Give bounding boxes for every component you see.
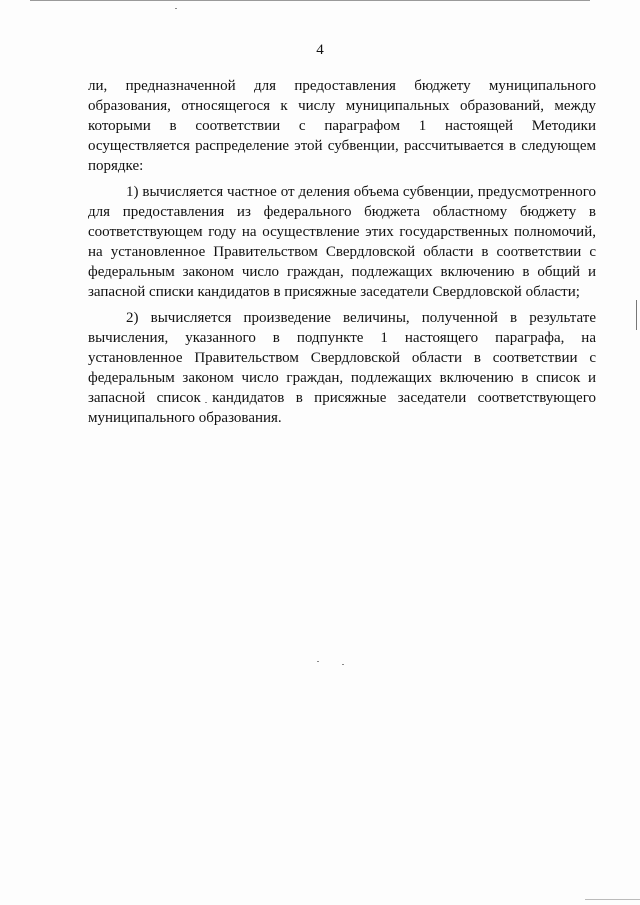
page-number: 4 bbox=[316, 42, 324, 58]
paragraph-continuation: ли, предназначенной для предоставления бюджету муниципального образования, относящегося к числу муниципальных образований, между которыми в соответствии с параграфом 1 настоящей Методики осуществляется распределение этой субвенции, рассчитывается в следующем порядке: bbox=[88, 78, 596, 174]
body-text bbox=[88, 76, 596, 434]
scan-edge-bottom bbox=[585, 899, 640, 900]
paragraph-item-2: 2) вычисляется произведение величины, полученной в результате вычисления, указанного в подпункте 1 настоящего параграфа, на установленное Правительством Свердловской области в соответствии с федеральным законом число граждан, подлежащих включению в список и запасной список кандидатов в присяжные заседатели соответствующего муниципального образования. bbox=[88, 310, 596, 426]
scan-speck bbox=[342, 664, 344, 665]
paragraph-item-1: 1) вычисляется частное от деления объема субвенции, предусмотренного для предоставления из федерального бюджета областному бюджету в соответствующем году на осуществление этих государственных полномочий, на установленное Правительством Свердловской области в соответствии с федеральным законом число граждан, подлежащих включению в общий и запасной списки кандидатов в присяжные заседатели Свердловской области; bbox=[88, 184, 596, 300]
scan-speck bbox=[175, 8, 177, 9]
scan-edge-top bbox=[30, 0, 590, 1]
scan-speck bbox=[317, 661, 319, 662]
scan-edge-right bbox=[636, 300, 637, 330]
